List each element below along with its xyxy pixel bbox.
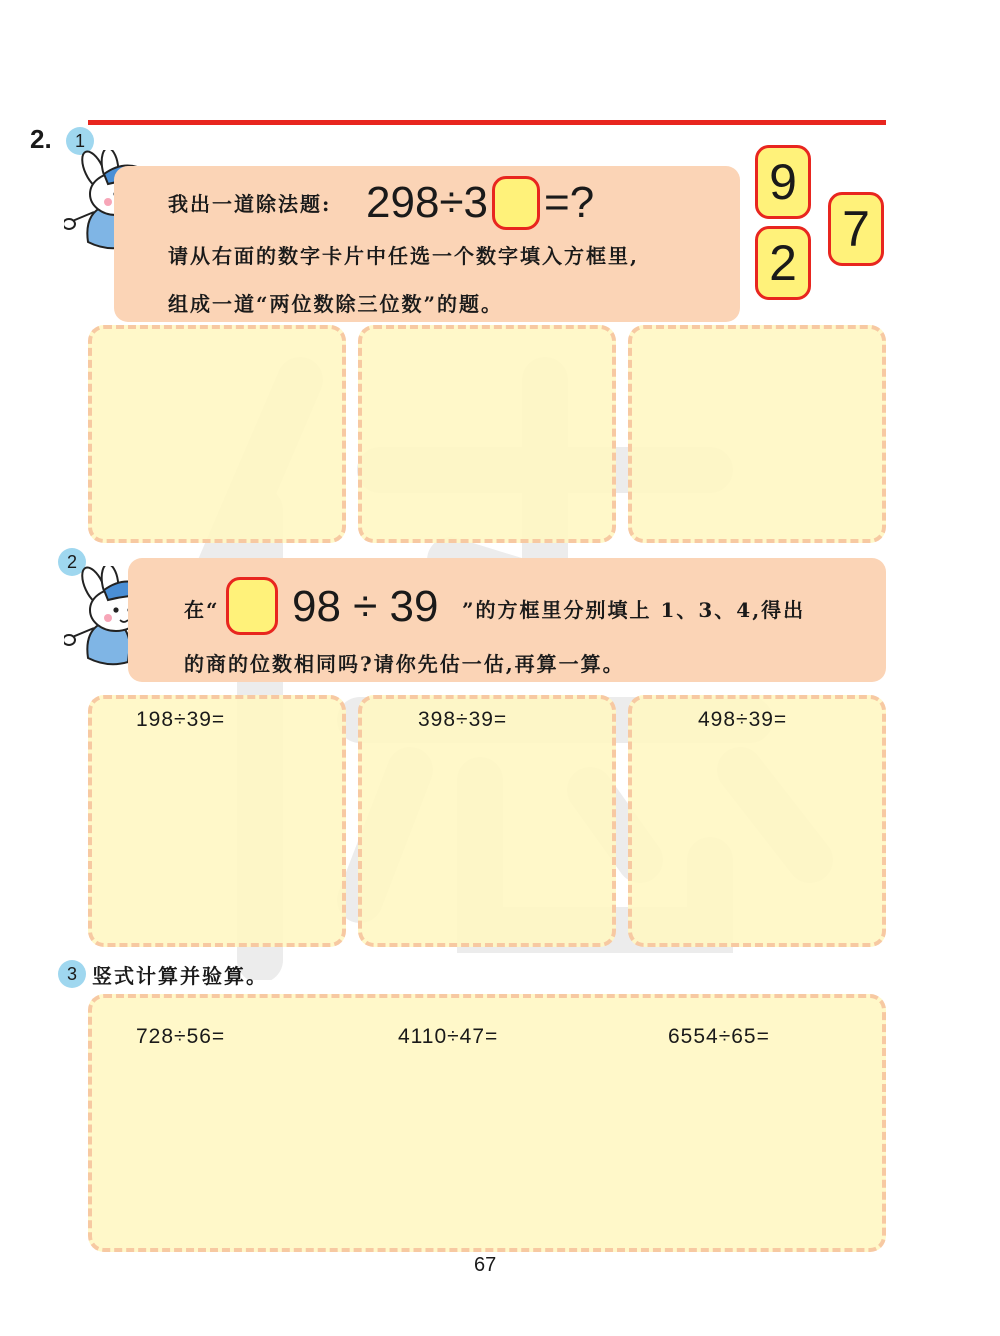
- part1-line3: 组成一道“两位数除三位数”的题。: [168, 292, 504, 316]
- section-number: 2.: [30, 124, 52, 154]
- part1-equation-right: =?: [544, 178, 595, 227]
- number-card-2[interactable]: 2: [755, 226, 811, 300]
- part2-answer-box-1[interactable]: [88, 695, 346, 947]
- part2-exercise-3: 498÷39=: [698, 708, 788, 731]
- part1-equation: [366, 176, 594, 230]
- number-card-7[interactable]: 7: [828, 192, 884, 266]
- part2-answer-box-2[interactable]: [358, 695, 616, 947]
- part3-title: 竖式计算并验算。: [92, 964, 268, 988]
- part1-answer-box-1[interactable]: [88, 325, 346, 543]
- part1-line2: 请从右面的数字卡片中任选一个数字填入方框里,: [168, 244, 639, 268]
- part2-suffix: ”的方框里分别填上 1、3、4,得出: [462, 598, 806, 622]
- part2-blank-box[interactable]: [226, 577, 278, 635]
- part2-badge: 2: [58, 548, 86, 576]
- part3-exercise-3: 6554÷65=: [668, 1025, 770, 1048]
- part1-answer-box-3[interactable]: [628, 325, 886, 543]
- part2-line2: 的商的位数相同吗?请你先估一估,再算一算。: [184, 652, 625, 676]
- part2-exercise-1: 198÷39=: [136, 708, 226, 731]
- part3-exercise-2: 4110÷47=: [398, 1025, 499, 1048]
- part1-equation-left: 298÷3: [366, 178, 489, 227]
- part1-badge: 1: [66, 127, 94, 155]
- part2-exercise-2: 398÷39=: [418, 708, 508, 731]
- page-number: 67: [474, 1254, 497, 1276]
- part3-exercise-1: 728÷56=: [136, 1025, 226, 1048]
- top-rule: [88, 120, 886, 125]
- part1-prompt: 我出一道除法题:: [168, 192, 332, 216]
- part2-prefix: 在“: [184, 598, 220, 622]
- part1-blank-box[interactable]: [492, 176, 540, 230]
- part3-badge: 3: [58, 960, 86, 988]
- part2-answer-box-3[interactable]: [628, 695, 886, 947]
- number-card-9[interactable]: 9: [755, 145, 811, 219]
- part2-equation: 98 ÷ 39: [292, 582, 439, 631]
- part1-answer-box-2[interactable]: [358, 325, 616, 543]
